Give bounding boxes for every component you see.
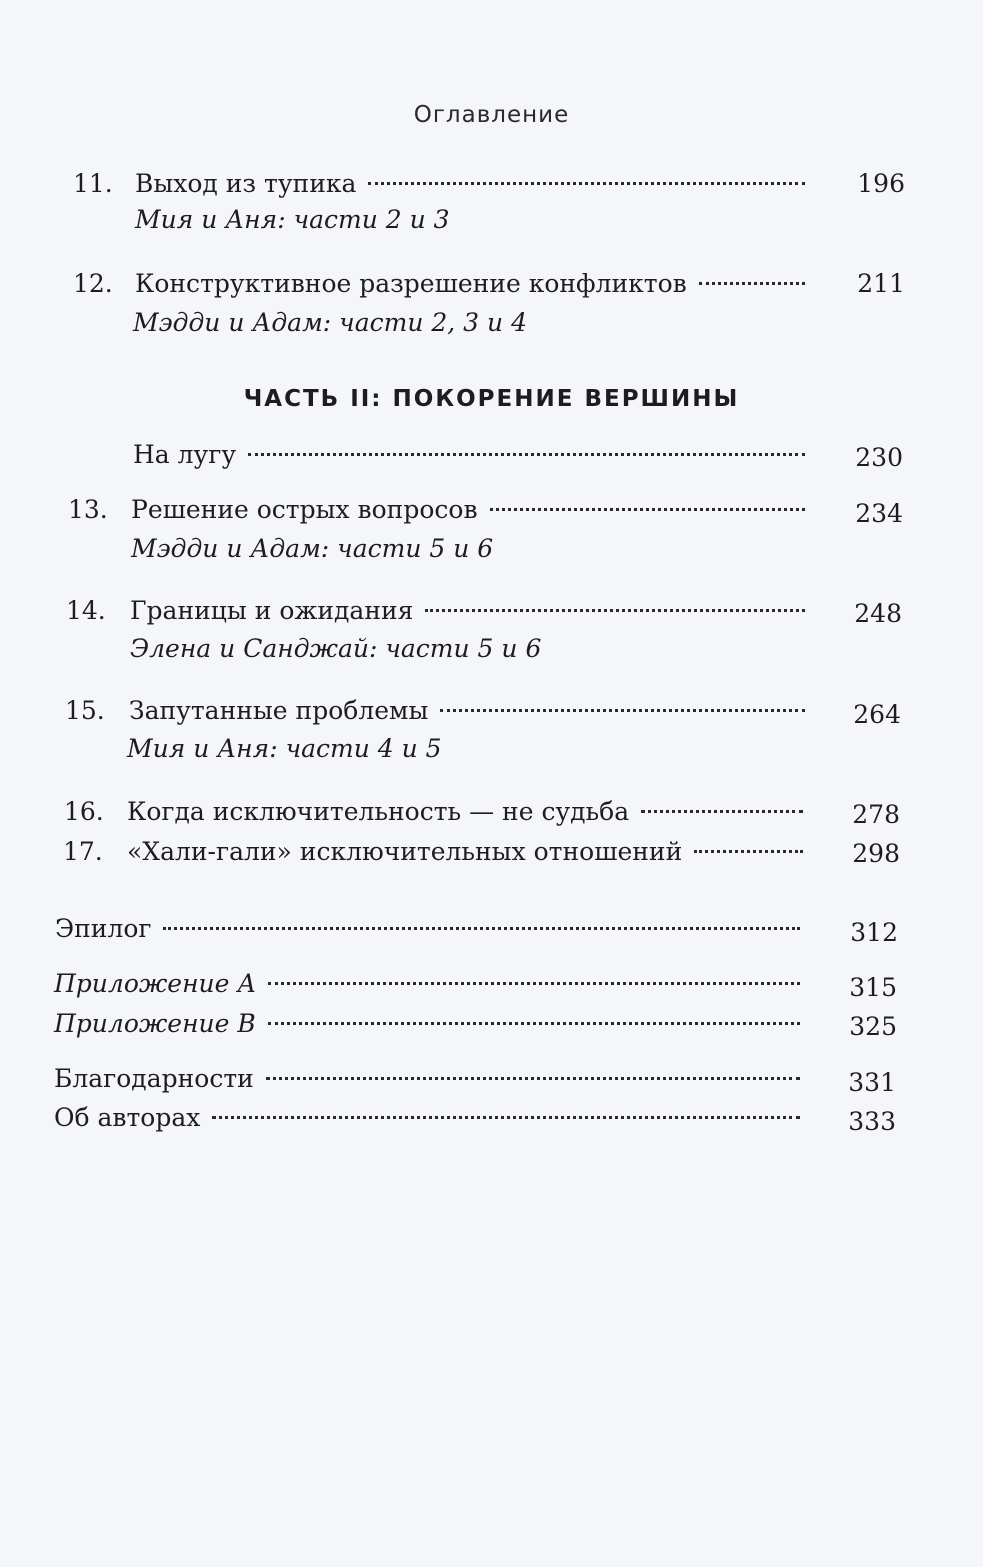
page-number: 278 xyxy=(852,800,900,829)
chapter-title: Запутанные проблемы xyxy=(129,696,429,725)
dot-leader xyxy=(268,1022,800,1025)
part-title: ЧАСТЬ II: ПОКОРЕНИЕ ВЕРШИНЫ xyxy=(243,386,740,412)
dot-leader xyxy=(248,453,805,456)
chapter-title: «Хали-гали» исключительных отношений xyxy=(127,837,683,866)
entry-title: Приложение В xyxy=(54,1009,256,1038)
toc-line xyxy=(135,268,815,300)
chapter-number: 15. xyxy=(65,696,105,725)
chapter-number: 13. xyxy=(68,495,108,524)
chapter-title: Границы и ожидания xyxy=(130,596,414,625)
chapter-title: На лугу xyxy=(133,440,237,469)
page-number: 196 xyxy=(857,169,905,198)
toc-line xyxy=(54,1063,810,1095)
dot-leader xyxy=(641,810,803,813)
chapter-number: 11. xyxy=(73,169,113,198)
entry-title: Об авторах xyxy=(54,1103,201,1132)
toc-line xyxy=(131,494,815,526)
dot-leader xyxy=(694,850,803,853)
page-header: Оглавление xyxy=(413,102,570,128)
toc-line xyxy=(127,796,813,828)
dot-leader xyxy=(368,182,805,185)
dot-leader xyxy=(425,609,805,612)
toc-line xyxy=(54,1102,810,1134)
page-number: 248 xyxy=(854,599,902,628)
chapter-title: Когда исключительность — не судьба xyxy=(127,797,630,826)
page-number: 325 xyxy=(849,1012,897,1041)
dot-leader xyxy=(490,508,805,511)
chapter-number: 16. xyxy=(64,797,104,826)
page-number: 312 xyxy=(850,918,898,947)
page-number: 264 xyxy=(853,700,901,729)
toc-line xyxy=(129,695,815,727)
toc-line xyxy=(130,595,815,627)
entry-title: Приложение А xyxy=(54,969,257,998)
page-number: 230 xyxy=(855,443,903,472)
chapter-title: Выход из тупика xyxy=(135,169,357,198)
toc-line xyxy=(135,168,815,200)
chapter-subtitle: Мэдди и Адам: части 5 и 6 xyxy=(131,534,494,563)
chapter-subtitle: Мия и Аня: части 2 и 3 xyxy=(135,205,450,234)
toc-line xyxy=(54,1008,810,1040)
dot-leader xyxy=(268,982,800,985)
entry-title: Эпилог xyxy=(55,914,152,943)
page-number: 234 xyxy=(855,499,903,528)
dot-leader xyxy=(163,927,800,930)
page-number: 315 xyxy=(849,973,897,1002)
page-number: 331 xyxy=(848,1068,896,1097)
dot-leader xyxy=(699,282,805,285)
chapter-title: Конструктивное разрешение конфликтов xyxy=(135,269,687,298)
entry-title: Благодарности xyxy=(54,1064,254,1093)
page-number: 211 xyxy=(857,269,905,298)
page-number: 298 xyxy=(852,839,900,868)
dot-leader xyxy=(212,1116,800,1119)
chapter-subtitle: Мэдди и Адам: части 2, 3 и 4 xyxy=(133,308,527,337)
chapter-subtitle: Элена и Санджай: части 5 и 6 xyxy=(130,634,542,663)
chapter-number: 14. xyxy=(66,596,106,625)
toc-line xyxy=(133,439,815,471)
dot-leader xyxy=(266,1077,800,1080)
chapter-title: Решение острых вопросов xyxy=(131,495,478,524)
page-number: 333 xyxy=(848,1107,896,1136)
chapter-number: 12. xyxy=(73,269,113,298)
toc-line xyxy=(54,968,810,1000)
toc-line xyxy=(55,913,810,945)
chapter-number: 17. xyxy=(63,837,103,866)
toc-line xyxy=(127,836,813,868)
dot-leader xyxy=(440,709,805,712)
chapter-subtitle: Мия и Аня: части 4 и 5 xyxy=(127,734,442,763)
